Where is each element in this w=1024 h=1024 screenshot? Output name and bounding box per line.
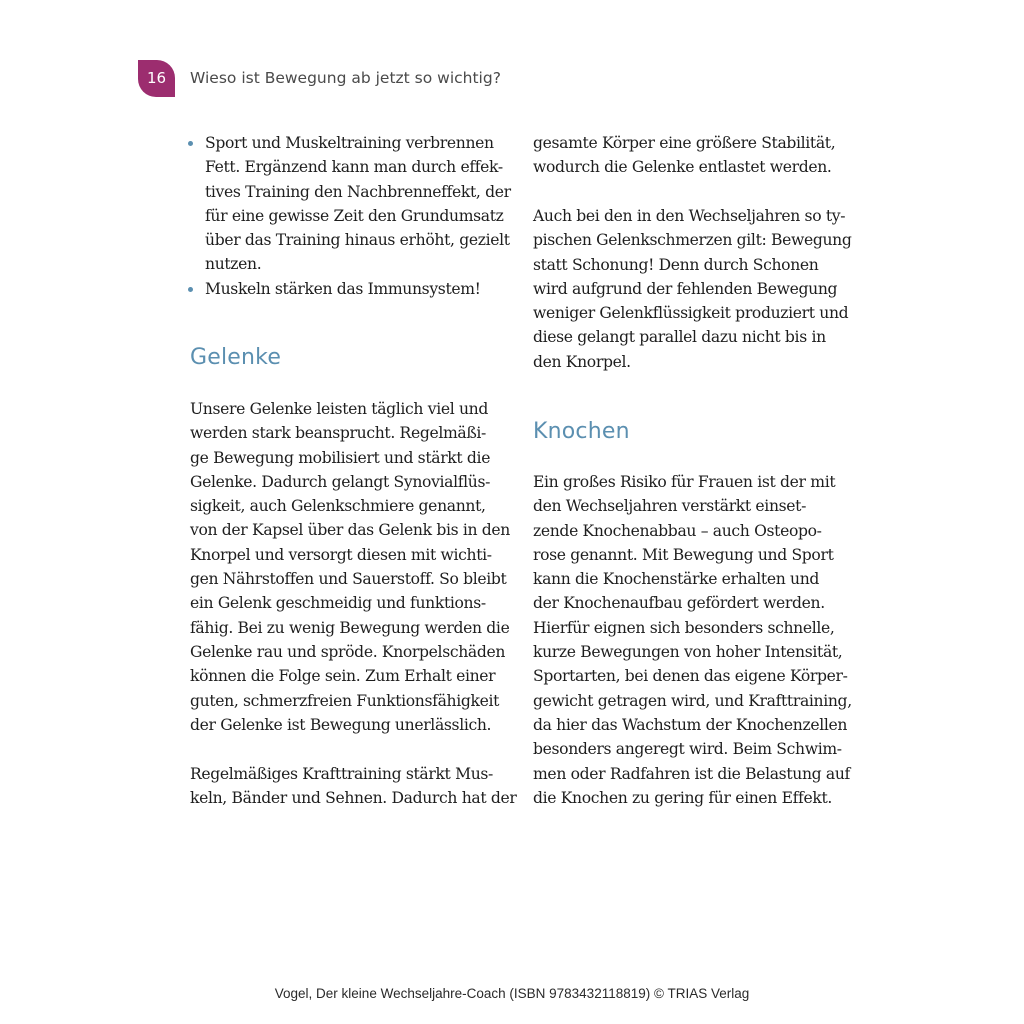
text-line: Ein großes Risiko für Frauen ist der mit xyxy=(533,473,836,491)
text-line: der Gelenke ist Bewegung unerlässlich. xyxy=(190,715,492,734)
text-line: Fett. Ergänzend kann man durch effek- xyxy=(205,158,503,177)
heading-knochen: Knochen xyxy=(533,419,630,444)
text-line: wird aufgrund der fehlenden Bewegung xyxy=(533,279,838,298)
running-title: Wieso ist Bewegung ab jetzt so wichtig? xyxy=(190,69,501,87)
paragraph-knochen xyxy=(533,470,852,810)
text-line: werden stark beansprucht. Regelmäßi- xyxy=(190,424,486,443)
text-line: Sport und Muskeltraining verbrennen xyxy=(205,134,494,152)
text-line: zende Knochenabbau – auch Osteopo- xyxy=(533,521,822,540)
bullet-dot-icon xyxy=(188,287,193,292)
text-line: weniger Gelenkflüssigkeit produziert und xyxy=(533,304,849,323)
text-line: kann die Knochenstärke erhalten und xyxy=(533,570,820,589)
text-line: für eine gewisse Zeit den Grundumsatz xyxy=(205,206,504,225)
text-line: gesamte Körper eine größere Stabilität, xyxy=(533,134,836,152)
text-line: tives Training den Nachbrenneffekt, der xyxy=(205,182,511,201)
text-line: den Wechseljahren verstärkt einset- xyxy=(533,497,807,516)
text-line: gen Nährstoffen und Sauerstoff. So bleibt xyxy=(190,570,507,589)
text-line: ge Bewegung mobilisiert und stärkt die xyxy=(190,448,491,467)
text-line: Auch bei den in den Wechseljahren so ty- xyxy=(533,207,846,225)
text-line: Muskeln stärken das Immunsystem! xyxy=(205,279,481,298)
text-line: kurze Bewegungen von hoher Intensität, xyxy=(533,643,843,662)
bullet-list xyxy=(188,131,511,301)
text-line: sigkeit, auch Gelenkschmiere genannt, xyxy=(190,497,486,516)
footer-citation: Vogel, Der kleine Wechseljahre-Coach (ISBN 9783432118819) © TRIAS Verlag xyxy=(274,986,750,1001)
text-line: besonders angeregt wird. Beim Schwim- xyxy=(533,740,842,759)
paragraph-gelenke xyxy=(190,397,510,737)
bullet-item-immune-system xyxy=(188,277,511,301)
text-line: pischen Gelenkschmerzen gilt: Bewegung xyxy=(533,231,852,250)
text-line: Knorpel und versorgt diesen mit wichti- xyxy=(190,545,492,564)
text-line: können die Folge sein. Zum Erhalt einer xyxy=(190,667,496,686)
text-line: Hierfür eignen sich besonders schnelle, xyxy=(533,618,835,637)
text-line: die Knochen zu gering für einen Effekt. xyxy=(533,788,832,807)
text-line: Sportarten, bei denen das eigene Körper- xyxy=(533,667,848,686)
bullet-item-fat-burning xyxy=(188,131,511,277)
paragraph-krafttraining xyxy=(190,762,517,811)
text-line: diese gelangt parallel dazu nicht bis in xyxy=(533,328,826,347)
text-line: Unsere Gelenke leisten täglich viel und xyxy=(190,400,488,418)
text-line: von der Kapsel über das Gelenk bis in den xyxy=(190,521,510,540)
text-line: keln, Bänder und Sehnen. Dadurch hat der xyxy=(190,789,517,808)
text-line: statt Schonung! Denn durch Schonen xyxy=(533,255,819,274)
text-line: gewicht getragen wird, und Krafttraining, xyxy=(533,691,852,710)
text-line: men oder Radfahren ist die Belastung auf xyxy=(533,764,850,783)
heading-gelenke: Gelenke xyxy=(190,345,282,370)
page-number-badge: 16 xyxy=(138,60,175,97)
text-line: der Knochenaufbau gefördert werden. xyxy=(533,594,825,613)
text-line: da hier das Wachstum der Knochenzellen xyxy=(533,715,848,734)
text-line: Regelmäßiges Krafttraining stärkt Mus- xyxy=(190,765,493,783)
text-line: rose genannt. Mit Bewegung und Sport xyxy=(533,545,834,564)
paragraph-gelenkschmerzen xyxy=(533,204,852,374)
text-line: guten, schmerzfreien Funktionsfähigkeit xyxy=(190,691,500,710)
text-line: ein Gelenk geschmeidig und funktions- xyxy=(190,594,486,613)
text-line: den Knorpel. xyxy=(533,352,631,371)
text-line: fähig. Bei zu wenig Bewegung werden die xyxy=(190,618,510,637)
paragraph-stabilitaet xyxy=(533,131,835,180)
text-line: über das Training hinaus erhöht, gezielt xyxy=(205,231,510,250)
bullet-dot-icon xyxy=(188,141,193,146)
text-line: Gelenke rau und spröde. Knorpelschäden xyxy=(190,642,506,661)
text-line: wodurch die Gelenke entlastet werden. xyxy=(533,158,832,177)
text-line: Gelenke. Dadurch gelangt Synovialflüs- xyxy=(190,472,491,491)
text-line: nutzen. xyxy=(205,255,262,274)
